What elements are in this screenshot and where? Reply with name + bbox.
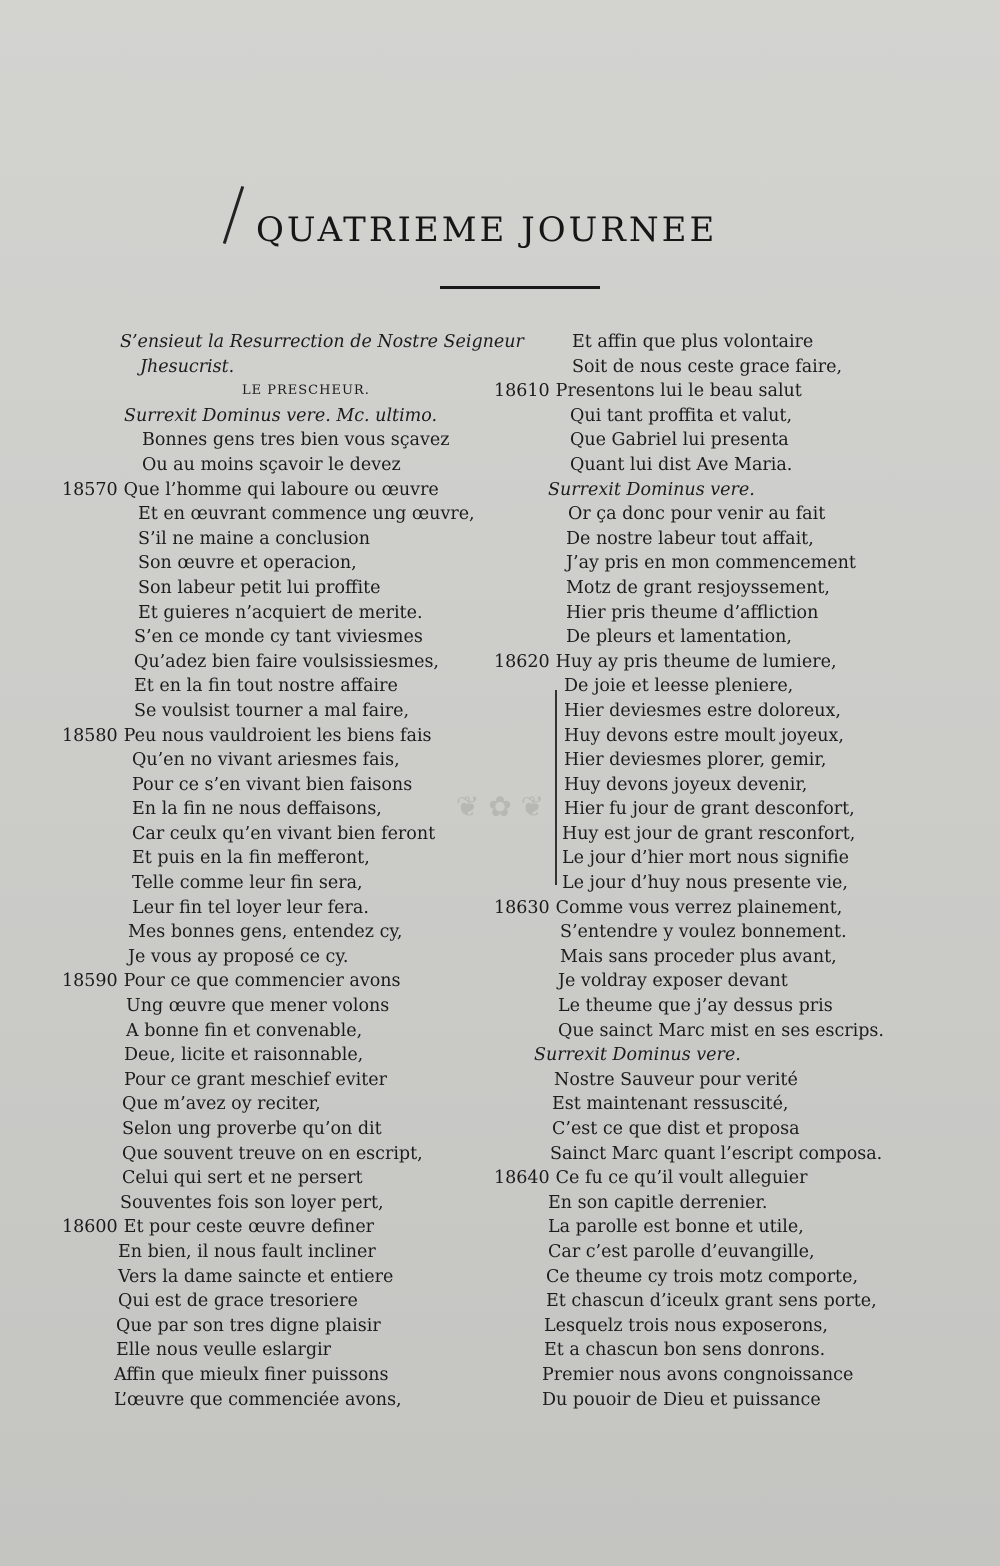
line-text: Pour ce grant meschief eviter — [124, 1069, 387, 1090]
line-text: Qui est de grace tresoriere — [118, 1291, 358, 1312]
verse-line — [62, 404, 492, 429]
verse-line — [494, 920, 934, 945]
line-text: Et affin que plus volontaire — [572, 332, 814, 352]
verse-line — [62, 1068, 492, 1093]
line-text: Huy ay pris theume de lumiere, — [555, 651, 837, 672]
verse-line — [494, 945, 934, 970]
line-text: Ce theume cy trois motz comporte, — [546, 1266, 859, 1287]
line-text: Selon ung proverbe qu’on dit — [122, 1119, 382, 1139]
verse-line — [62, 1363, 492, 1388]
verse-line — [494, 379, 934, 404]
verse-line — [62, 330, 524, 355]
line-text: Celui qui sert et ne persert — [122, 1168, 363, 1189]
line-text: Motz de grant resjoyssement, — [566, 577, 830, 598]
verse-line — [494, 1068, 934, 1093]
line-text: Surrexit Dominus vere. — [548, 479, 755, 500]
line-text: La parolle est bonne et utile, — [548, 1217, 804, 1238]
verse-line — [494, 896, 934, 921]
verse-line — [494, 404, 934, 429]
line-text: Pour ce que commencier avons — [123, 971, 401, 992]
line-text: Ou au moins sçavoir le devez — [142, 454, 401, 475]
line-text: Le jour d’hier mort nous signifie — [562, 848, 850, 869]
line-text: Lesquelz trois nous exposerons, — [544, 1315, 828, 1336]
verse-line — [62, 478, 492, 503]
verse-line — [62, 846, 492, 871]
line-text: Et puis en la fin mefferont, — [132, 848, 370, 869]
verse-line — [62, 1117, 492, 1142]
line-text: Affin que mieulx finer puissons — [114, 1364, 389, 1385]
title-rule — [440, 286, 600, 289]
verse-line — [494, 1215, 934, 1240]
line-text: L’œuvre que commenciée avons, — [114, 1389, 402, 1410]
line-text: Telle comme leur fin sera, — [132, 873, 363, 894]
line-text: S’il ne maine a conclusion — [138, 528, 370, 549]
verse-line — [62, 428, 492, 453]
verse-line — [62, 773, 492, 798]
line-text: J’ay pris en mon commencement — [566, 553, 856, 574]
verse-line — [62, 650, 492, 675]
verse-line — [62, 674, 492, 699]
verse-line — [494, 1043, 934, 1068]
verse-line — [494, 1117, 934, 1142]
line-text: Souventes fois son loyer pert, — [120, 1192, 384, 1213]
verse-line — [494, 650, 934, 675]
line-number: 18640 — [494, 1168, 550, 1189]
line-text: S’en ce monde cy tant viviesmes — [134, 627, 423, 648]
line-text: Huy devons estre moult joyeux, — [564, 725, 844, 746]
line-text: Vers la dame saincte et entiere — [118, 1266, 394, 1287]
verse-line — [62, 601, 492, 626]
line-number: 18610 — [494, 381, 550, 402]
verse-line — [62, 1314, 492, 1339]
verse-line — [62, 994, 492, 1019]
line-text: A bonne fin et convenable, — [126, 1020, 363, 1041]
verse-line — [494, 502, 934, 527]
line-number: 18570 — [62, 479, 118, 500]
line-text: Car ceulx qu’en vivant bien feront — [132, 823, 436, 844]
line-text: Le theume que j’ay dessus pris — [558, 996, 833, 1017]
verse-line — [62, 1388, 492, 1413]
verse-line — [494, 1019, 934, 1044]
verse-line — [62, 1338, 492, 1363]
faint-ornament: ❦ ✿ ❦ — [455, 790, 545, 823]
line-text: S’ensieut la Resurrection de Nostre Seigneur — [120, 332, 524, 352]
line-text: Qu’adez bien faire voulsissiesmes, — [134, 651, 439, 672]
line-text: En la fin ne nous deffaisons, — [132, 799, 382, 820]
verse-line — [62, 699, 492, 724]
line-text: Comme vous verrez plainement, — [555, 897, 843, 918]
line-text: Je vous ay proposé ce cy. — [128, 946, 349, 967]
verse-line — [494, 601, 934, 626]
line-text: Jhesucrist. — [140, 356, 235, 377]
verse-line — [494, 1289, 934, 1314]
line-text: Et en œuvrant commence ung œuvre, — [138, 504, 475, 525]
line-text: Nostre Sauveur pour verité — [554, 1069, 798, 1090]
verse-line — [62, 1043, 492, 1068]
line-text: Qu’en no vivant ariesmes fais, — [132, 750, 400, 771]
verse-line — [494, 527, 934, 552]
line-text: Du pouoir de Dieu et puissance — [542, 1389, 821, 1410]
line-text: Et en la fin tout nostre affaire — [134, 676, 398, 697]
verse-line — [62, 797, 492, 822]
line-text: Son œuvre et operacion, — [138, 553, 357, 574]
verse-line — [494, 1191, 934, 1216]
verse-line — [494, 699, 934, 724]
line-text: Presentons lui le beau salut — [555, 381, 802, 402]
line-number: 18600 — [62, 1217, 118, 1238]
line-text: Que souvent treuve on en escript, — [122, 1143, 423, 1164]
verse-line — [494, 846, 934, 871]
verse-line — [62, 453, 492, 478]
line-text: Mais sans proceder plus avant, — [560, 946, 837, 967]
line-text: Ung œuvre que mener volons — [126, 996, 390, 1017]
line-text: De nostre labeur tout affait, — [566, 528, 814, 549]
verse-line — [494, 355, 934, 380]
verse-line — [494, 576, 934, 601]
line-text: Hier deviesmes plorer, gemir, — [564, 750, 827, 771]
verse-line — [62, 1092, 492, 1117]
line-text: Son labeur petit lui proffite — [138, 577, 381, 598]
line-text: Sainct Marc quant l’escript composa. — [550, 1143, 883, 1164]
verse-line — [62, 724, 492, 749]
line-text: Hier pris theume d’affliction — [566, 602, 819, 623]
verse-line — [494, 1142, 934, 1167]
line-text: Peu nous vauldroient les biens fais — [123, 725, 432, 746]
verse-line — [494, 428, 934, 453]
verse-line — [62, 1265, 492, 1290]
line-number: 18620 — [494, 651, 550, 672]
line-text: Mes bonnes gens, entendez cy, — [128, 922, 403, 943]
line-text: Je voldray exposer devant — [558, 971, 788, 992]
page-title: QUATRIEME JOURNEE — [256, 210, 718, 250]
line-text: Car c’est parolle d’euvangille, — [548, 1241, 815, 1262]
line-text: Est maintenant ressuscité, — [552, 1094, 789, 1115]
verse-line — [494, 994, 934, 1019]
line-text: Que Gabriel lui presenta — [570, 430, 789, 451]
verse-line — [494, 1363, 934, 1388]
verse-line — [62, 527, 492, 552]
verse-line — [494, 453, 934, 478]
line-text: Huy est jour de grant resconfort, — [562, 823, 856, 844]
line-text: Que l’homme qui laboure ou œuvre — [123, 479, 439, 500]
line-text: LE PRESCHEUR. — [242, 383, 370, 399]
line-text: Premier nous avons congnoissance — [542, 1364, 854, 1385]
line-text: Hier fu jour de grant desconfort, — [564, 799, 855, 820]
verse-line — [62, 945, 492, 970]
verse-line — [62, 1019, 492, 1044]
line-text: Surrexit Dominus vere. — [534, 1045, 741, 1066]
verse-line — [62, 625, 492, 650]
line-text: Et guieres n’acquiert de merite. — [138, 602, 423, 623]
line-number: 18630 — [494, 897, 550, 918]
line-text: De pleurs et lamentation, — [566, 627, 792, 648]
pencil-mark — [223, 186, 244, 244]
line-text: Que par son tres digne plaisir — [116, 1315, 381, 1336]
verse-line — [62, 969, 492, 994]
verse-line — [494, 330, 934, 355]
verse-line — [62, 1240, 492, 1265]
line-text: Et chascun d’iceulx grant sens porte, — [546, 1291, 877, 1312]
line-text: En bien, il nous fault incliner — [118, 1241, 376, 1262]
line-text: Hier deviesmes estre doloreux, — [564, 700, 841, 721]
line-text: Que m’avez oy reciter, — [122, 1094, 321, 1115]
line-text: Deue, licite et raisonnable, — [124, 1045, 364, 1066]
line-text: Se voulsist tourner a mal faire, — [134, 700, 410, 721]
verse-line — [62, 920, 492, 945]
verse-line — [62, 551, 492, 576]
right-column — [494, 330, 934, 1412]
verse-line — [62, 748, 492, 773]
verse-line — [62, 1142, 492, 1167]
line-text: En son capitle derrenier. — [548, 1192, 768, 1213]
verse-line — [62, 576, 492, 601]
verse-line — [494, 969, 934, 994]
line-text: S’entendre y voulez bonnement. — [560, 922, 847, 943]
verse-line — [494, 1314, 934, 1339]
verse-line — [62, 871, 492, 896]
line-text: C’est ce que dist et proposa — [552, 1119, 800, 1139]
verse-line — [494, 674, 934, 699]
line-text: Elle nous veulle eslargir — [116, 1340, 332, 1361]
line-number: 18590 — [62, 971, 118, 992]
line-text: De joie et leesse pleniere, — [564, 676, 794, 697]
line-text: Bonnes gens tres bien vous sçavez — [142, 430, 450, 451]
verse-line — [494, 1388, 934, 1413]
verse-line — [62, 1215, 492, 1240]
verse-line — [494, 1240, 934, 1265]
verse-line — [494, 1338, 934, 1363]
verse-line — [62, 355, 492, 380]
line-text: Leur fin tel loyer leur fera. — [132, 897, 369, 918]
verse-line — [494, 625, 934, 650]
line-text: Or ça donc pour venir au fait — [568, 504, 826, 525]
verse-line — [494, 773, 934, 798]
line-text: Pour ce s’en vivant bien faisons — [132, 774, 413, 795]
verse-line — [494, 748, 934, 773]
line-text: Qui tant proffita et valut, — [570, 405, 793, 426]
line-text: Quant lui dist Ave Maria. — [570, 454, 793, 475]
verse-line — [62, 379, 492, 404]
verse-line — [494, 1166, 934, 1191]
verse-line — [494, 797, 934, 822]
verse-line — [62, 822, 492, 847]
verse-line — [494, 1265, 934, 1290]
line-text: Le jour d’huy nous presente vie, — [562, 873, 848, 894]
line-text: Ce fu ce qu’il voult alleguier — [555, 1168, 808, 1189]
verse-line — [494, 551, 934, 576]
line-text: Et pour ceste œuvre definer — [123, 1217, 375, 1238]
verse-line — [494, 822, 934, 847]
verse-line — [494, 478, 934, 503]
line-text: Et a chascun bon sens donrons. — [544, 1340, 826, 1361]
line-text: Surrexit Dominus vere. Mc. ultimo. — [124, 405, 438, 426]
line-number: 18580 — [62, 725, 118, 746]
line-text: Huy devons joyeux devenir, — [564, 774, 808, 795]
verse-line — [494, 1092, 934, 1117]
verse-line — [62, 502, 492, 527]
verse-line — [62, 896, 492, 921]
verse-line — [494, 871, 934, 896]
verse-line — [62, 1289, 492, 1314]
verse-line — [62, 1191, 492, 1216]
verse-line — [494, 724, 934, 749]
line-text: Que sainct Marc mist en ses escrips. — [558, 1020, 884, 1041]
line-text: Soit de nous ceste grace faire, — [572, 356, 843, 377]
verse-line — [62, 1166, 492, 1191]
